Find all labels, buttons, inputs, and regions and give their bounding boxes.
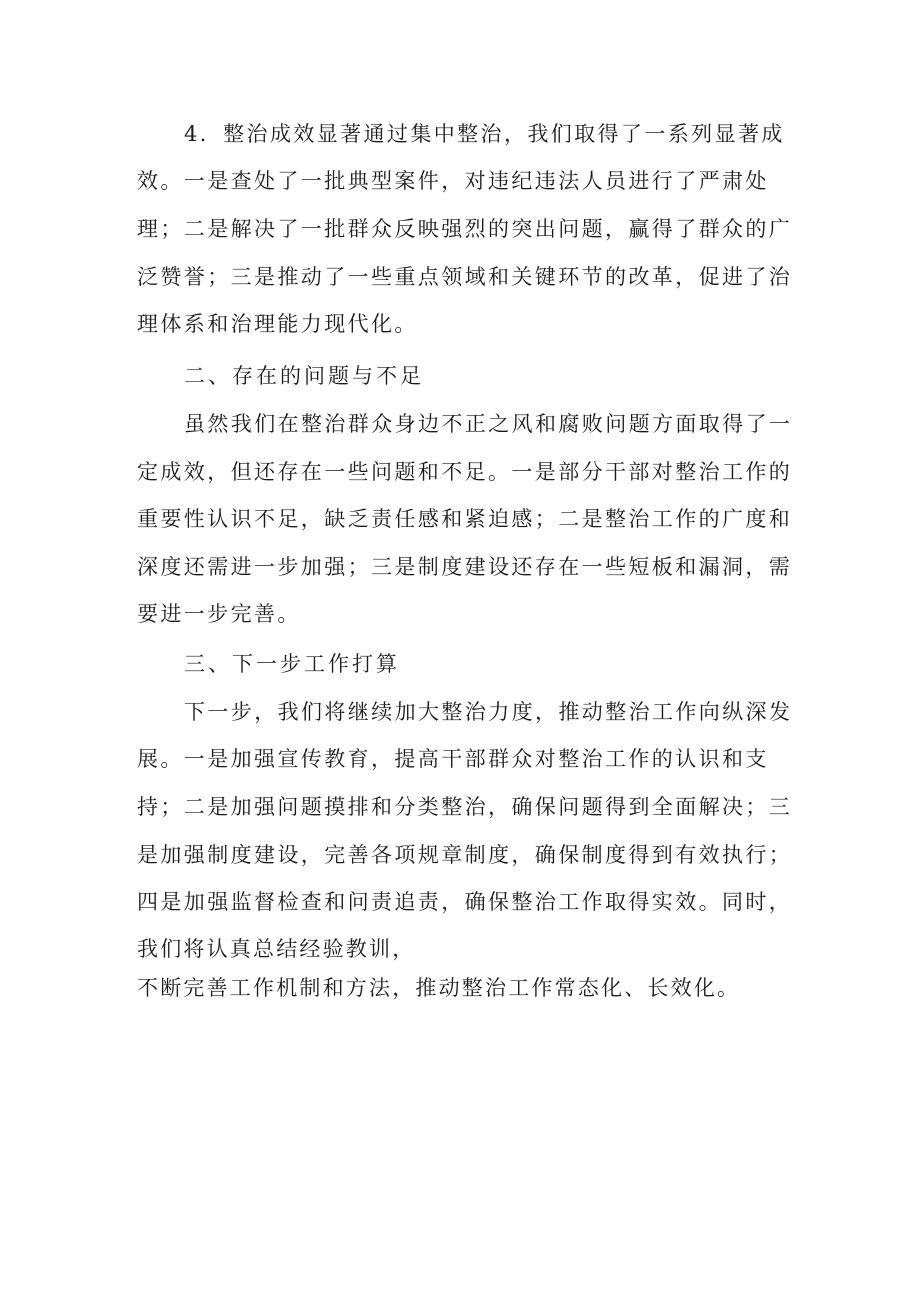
paragraph-line: 要进一步完善。 <box>137 602 301 626</box>
paragraph-line: 我们将认真总结经验教训， <box>137 937 416 961</box>
paragraph-line: 理体系和治理能力现代化。 <box>137 312 418 336</box>
paragraph-line: 4．整治成效显著通过集中整治，我们取得了一系列显著成 <box>184 122 785 146</box>
paragraph-line: 虽然我们在整治群众身边不正之风和腐败问题方面取得了一 <box>184 412 793 436</box>
section-heading-next-steps: 三、下一步工作打算 <box>184 652 400 676</box>
section-heading-problems: 二、存在的问题与不足 <box>184 364 424 388</box>
paragraph-line: 四是加强监督检查和问责追责，确保整治工作取得实效。同时， <box>137 890 793 914</box>
paragraph-line: 定成效，但还存在一些问题和不足。一是部分干部对整治工作的 <box>137 460 793 484</box>
paragraph-line: 深度还需进一步加强；三是制度建设还存在一些短板和漏洞，需 <box>137 555 793 579</box>
paragraph-line: 展。一是加强宣传教育，提高干部群众对整治工作的认识和支 <box>137 747 769 771</box>
paragraph-line: 持；二是加强问题摸排和分类整治，确保问题得到全面解决；三 <box>137 795 793 819</box>
paragraph-line: 不断完善工作机制和方法，推动整治工作常态化、长效化。 <box>137 976 741 1000</box>
paragraph-line: 是加强制度建设，完善各项规章制度，确保制度得到有效执行； <box>137 843 793 867</box>
paragraph-line: 理；二是解决了一批群众反映强烈的突出问题，赢得了群众的广 <box>137 217 793 241</box>
paragraph-line: 下一步，我们将继续加大整治力度，推动整治工作向纵深发 <box>184 700 793 724</box>
paragraph-line: 泛赞誉；三是推动了一些重点领域和关键环节的改革，促进了治 <box>137 265 793 289</box>
paragraph-line: 效。一是查处了一批典型案件，对违纪违法人员进行了严肃处 <box>137 169 769 193</box>
paragraph-line: 重要性认识不足，缺乏责任感和紧迫感；二是整治工作的广度和 <box>137 507 793 531</box>
